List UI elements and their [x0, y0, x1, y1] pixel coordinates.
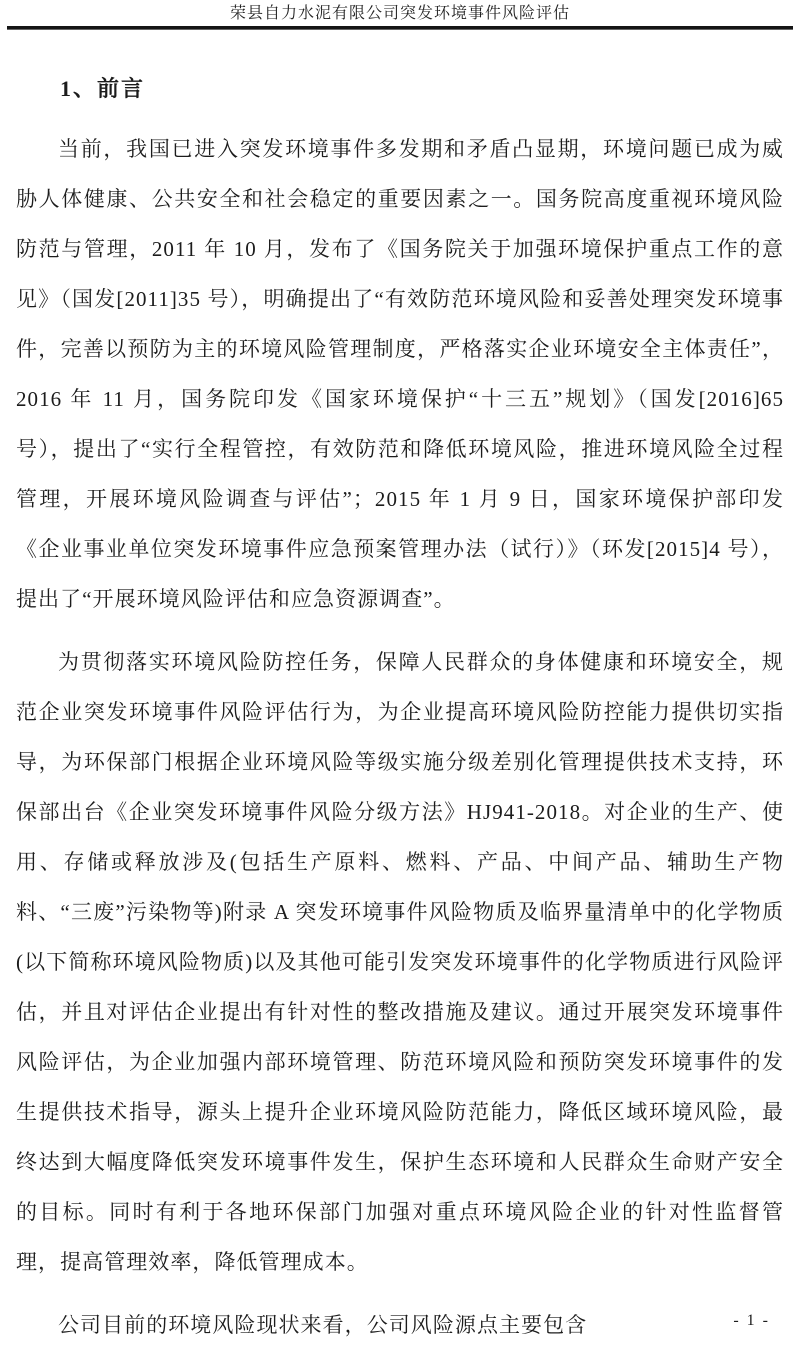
page-number: - 1 - — [733, 1312, 770, 1329]
running-header-title: 荣县自力水泥有限公司突发环境事件风险评估 — [229, 5, 570, 22]
document-body — [0, 30, 800, 1350]
paragraph-company-risk-status: 公司目前的环境风险现状来看，公司风险源点主要包含 — [58, 1313, 588, 1337]
paragraph-intro-policy: 当前，我国已进入突发环境事件多发期和矛盾凸显期，环境问题已成为威胁人体健康、公共安全和社会稳定的重要因素之一。国务院高度重视环境风险防范与管理，2011 年 10 月，发布了《国务院关于加强环境保护重点工作的意见》（国发[2011]35 号），明确提出了“有效防范环境风险和妥善处理突发环境事件，完善以预防为主的环境风险管理制度，严格落实企业环境安全主体责任”，2016 年 11 月，国务院印发《国家环境保护“十三五”规划》（国发[2016]65 号），提出了“实行全程管控，有效防范和降低环境风险，推进环境风险全过程管理，开展环境风险调查与评估”；2015 年 1 月 9 日，国家环境保护部印发《企业事业单位突发环境事件应急预案管理办法（试行）》（环发[2015]4 号），提出了“开展环境风险评估和应急资源调查”。 — [16, 137, 784, 611]
paragraph-assessment-purpose: 为贯彻落实环境风险防控任务，保障人民群众的身体健康和环境安全，规范企业突发环境事件风险评估行为，为企业提高环境风险防控能力提供切实指导，为环保部门根据企业环境风险等级实施分级差别化管理提供技术支持，环保部出台《企业突发环境事件风险分级方法》HJ941-2018。对企业的生产、使用、存储或释放涉及(包括生产原料、燃料、产品、中间产品、辅助生产物料、“三废”污染物等)附录 A 突发环境事件风险物质及临界量清单中的化学物质(以下简称环境风险物质)以及其他可能引发突发环境事件的化学物质进行风险评估，并且对评估企业提出有针对性的整改措施及建议。通过开展突发环境事件风险评估，为企业加强内部环境管理、防范环境风险和预防突发环境事件的发生提供技术指导，源头上提升企业环境风险防范能力，降低区域环境风险，最终达到大幅度降低突发环境事件发生，保护生态环境和人民群众生命财产安全的目标。同时有利于各地环保部门加强对重点环境风险企业的针对性监督管理，提高管理效率，降低管理成本。 — [16, 650, 784, 1274]
body-text — [16, 124, 784, 1350]
section-heading: 1、前言 — [60, 76, 146, 101]
